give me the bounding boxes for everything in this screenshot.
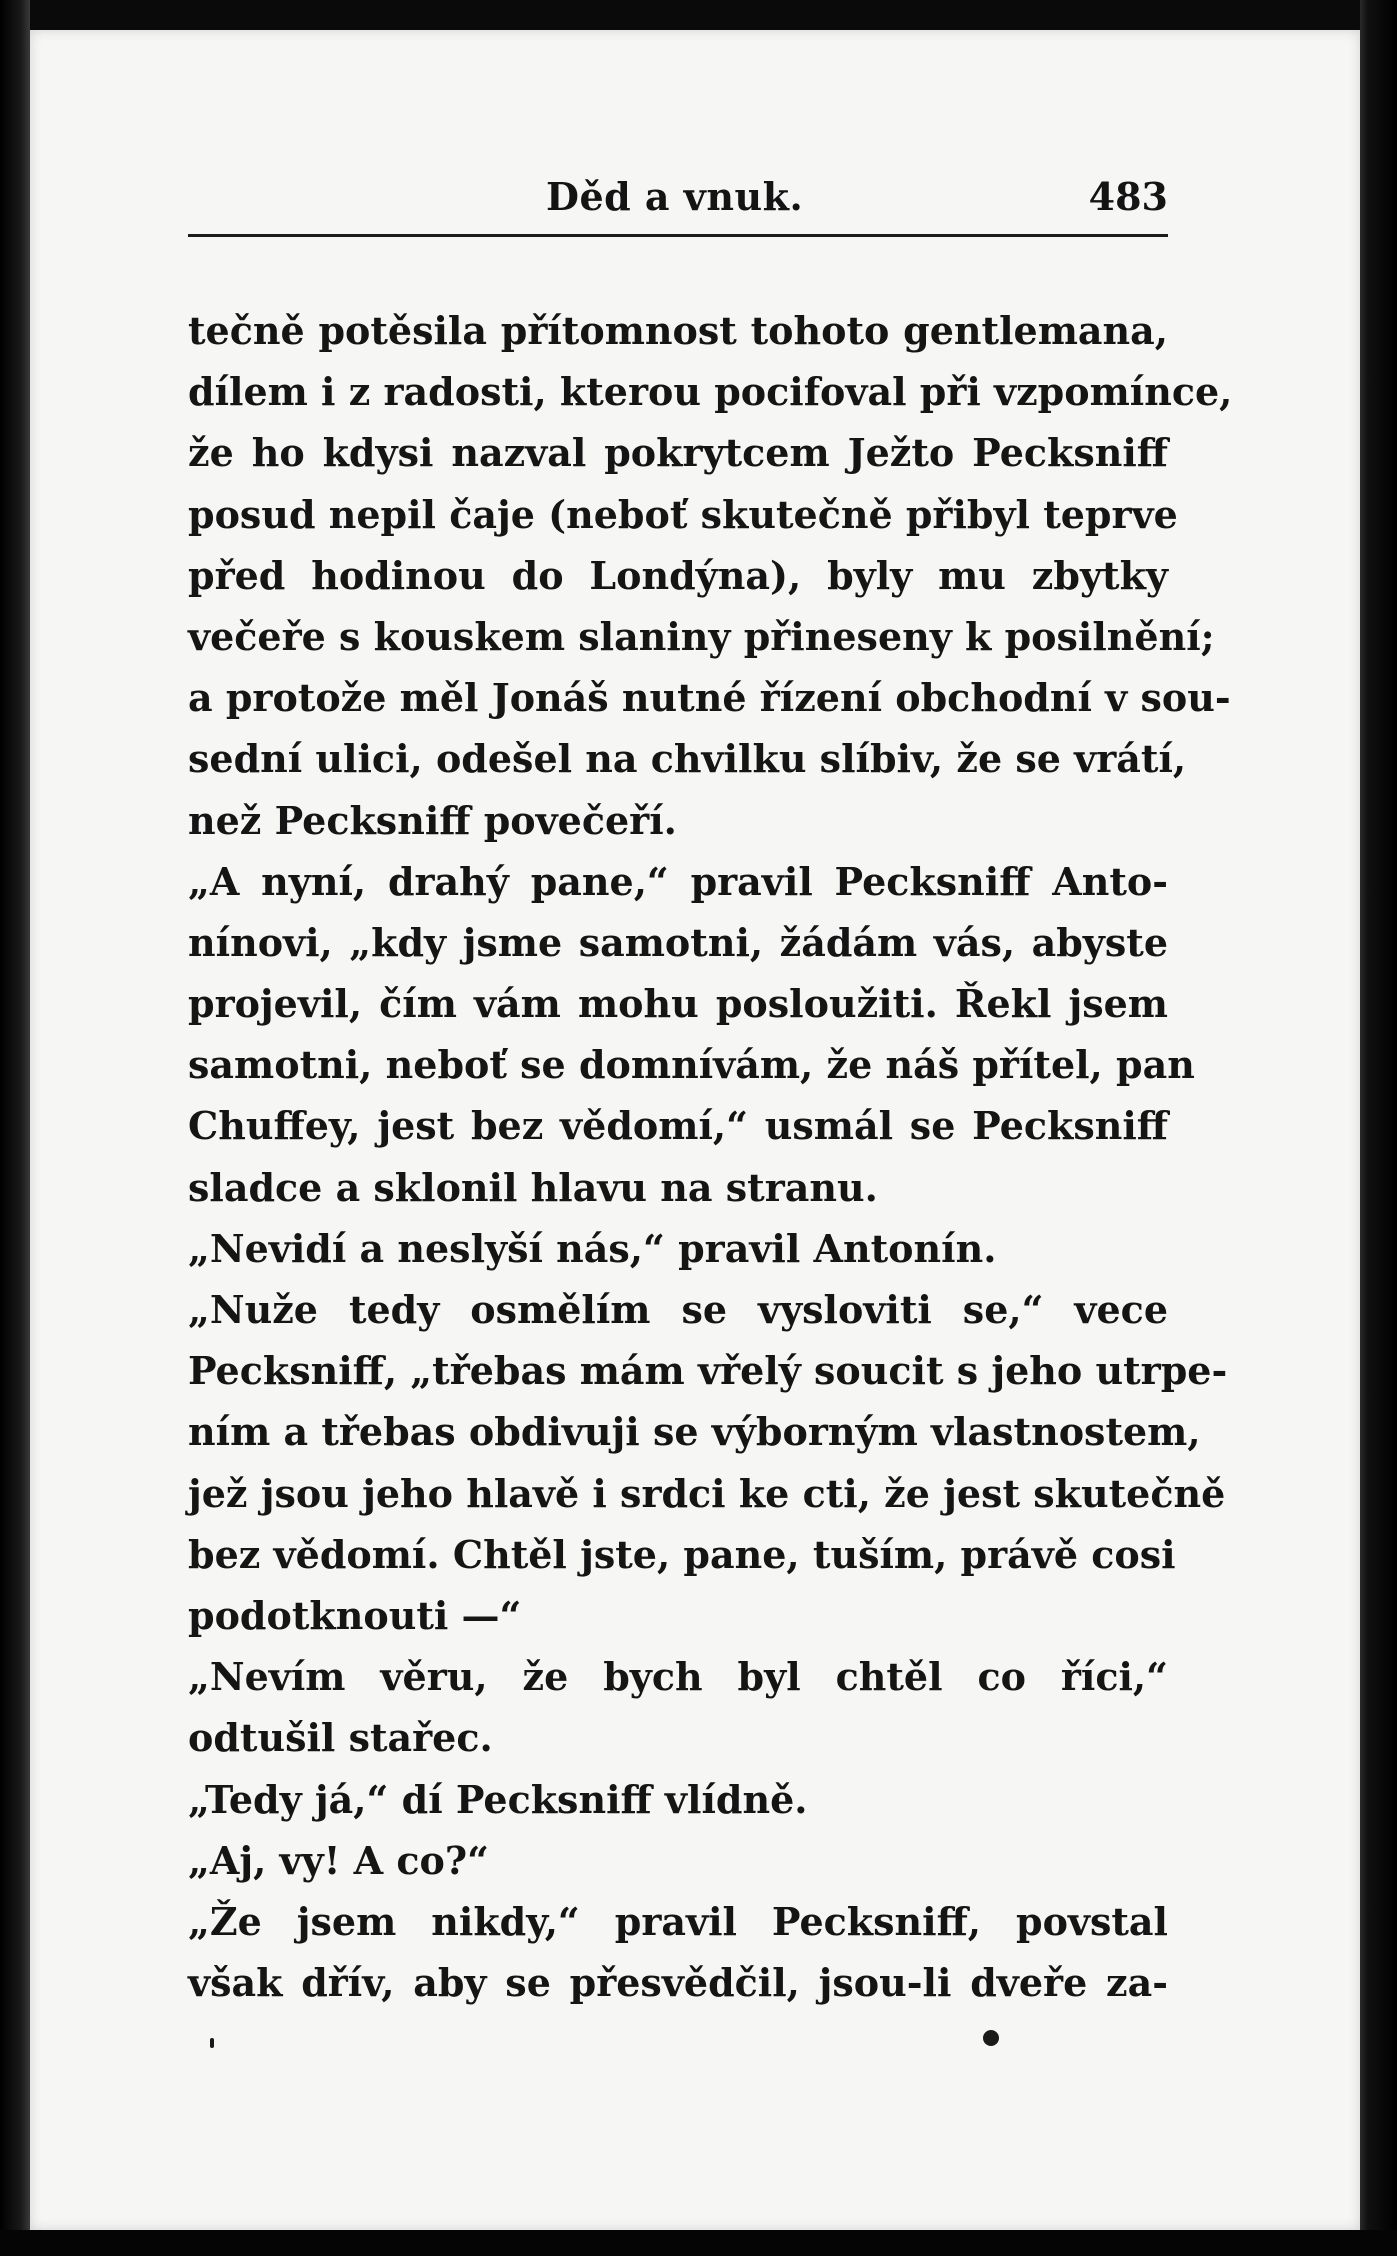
text-line: a protože měl Jonáš nutné řízení obchodní v sou- (188, 675, 1231, 721)
text-line: „Tedy já,“ dí Pecksniff vlídně. (188, 1776, 808, 1822)
text-line: „Aj, vy! A co?“ (188, 1837, 489, 1883)
text-line: „Nevím věru, že bych byl chtěl co říci,“ (188, 1654, 1168, 1700)
body-text (188, 300, 1233, 2013)
text-line: jež jsou jeho hlavě i srdci ke cti, že jest skutečně (188, 1470, 1226, 1516)
text-line: odtušil stařec. (188, 1715, 493, 1761)
running-head: Děd a vnuk. (546, 174, 804, 219)
text-line: bez vědomí. Chtěl jste, pane, tuším, právě cosi (188, 1531, 1176, 1577)
text-line: nínovi, „kdy jsme samotni, žádám vás, abyste (188, 919, 1168, 965)
text-line: tečně potěsila přítomnost tohoto gentlemana, (188, 308, 1168, 353)
page-number: 483 (1088, 174, 1168, 219)
text-line: samotni, neboť se domnívám, že náš přítel, pan (188, 1042, 1195, 1088)
text-line: že ho kdysi nazval pokrytcem Ježto Pecksniff (188, 430, 1168, 476)
text-line: „Nevidí a neslyší nás,“ pravil Antonín. (188, 1225, 997, 1271)
text-line: dílem i z radosti, kterou pocifoval při vzpomínce, (188, 369, 1233, 415)
text-line: večeře s kouskem slaniny přineseny k posilnění; (188, 613, 1215, 659)
scan-left-edge (0, 0, 30, 2256)
text-line: „Že jsem nikdy,“ pravil Pecksniff, povstal (188, 1898, 1168, 1944)
scan-bottom-edge (0, 2230, 1397, 2256)
text-line: projevil, čím vám mohu posloužiti. Řekl jsem (188, 981, 1168, 1027)
text-line: sední ulici, odešel na chvilku slíbiv, že se vrátí, (188, 736, 1187, 782)
text-line: Pecksniff, „třebas mám vřelý soucit s jeho utrpe- (188, 1348, 1228, 1394)
text-line: podotknouti —“ (188, 1592, 522, 1638)
text-line: ním a třebas obdivuji se výborným vlastnostem, (188, 1409, 1201, 1455)
text-line: „A nyní, drahý pane,“ pravil Pecksniff Anto- (188, 858, 1168, 904)
scan-right-edge (1360, 0, 1397, 2256)
text-line: sladce a sklonil hlavu na stranu. (188, 1164, 878, 1210)
header-rule (188, 234, 1168, 237)
text-line: posud nepil čaje (neboť skutečně přibyl teprve (188, 491, 1178, 537)
ink-speck (983, 2030, 999, 2046)
text-line: před hodinou do Londýna), byly mu zbytky (188, 552, 1168, 598)
text-line: však dřív, aby se přesvědčil, jsou-li dveře za- (188, 1960, 1168, 2006)
page-header (188, 170, 1168, 230)
text-line: Chuffey, jest bez vědomí,“ usmál se Pecksniff (188, 1103, 1168, 1149)
text-line: „Nuže tedy osmělím se vysloviti se,“ vece (188, 1287, 1168, 1332)
ink-speck (210, 2038, 214, 2048)
text-line: než Pecksniff povečeří. (188, 797, 677, 843)
